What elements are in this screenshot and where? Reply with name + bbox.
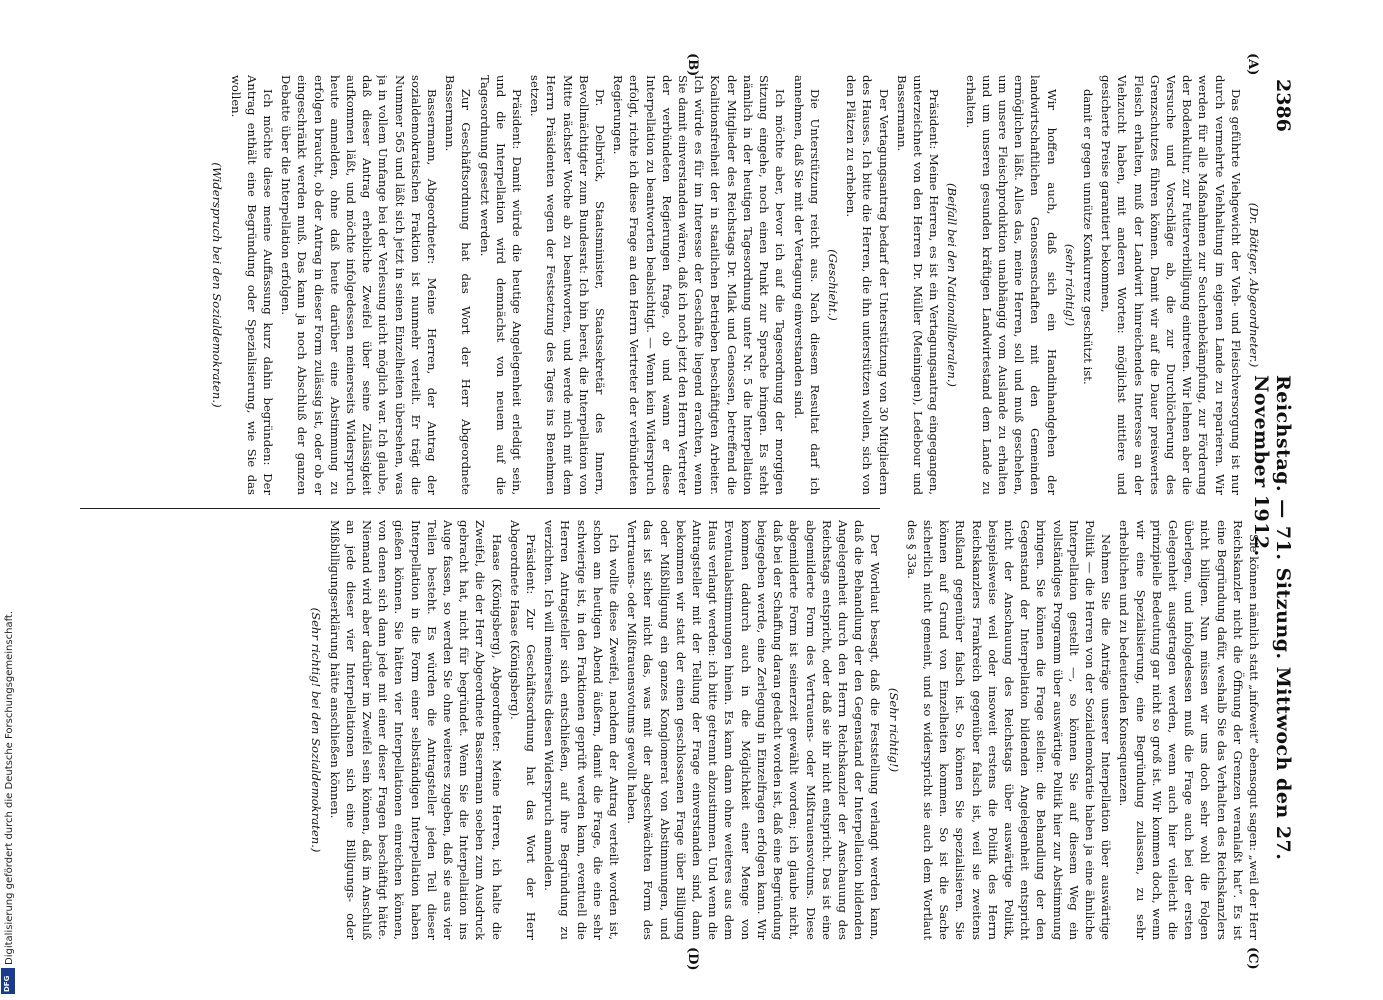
page-title: Reichstag. — 71. Sitzung. Mittwoch den 27. November 1912.: [1250, 375, 1294, 861]
paragraph: Der Vertagungsantrag bedarf der Unterstützung von 30 Mitgliedern des Hauses. Ich bitte die Herren, die ihn unterstützen wollen, sich von den Plätzen zu erheben.: [844, 75, 891, 495]
margin-marker-d: (D): [685, 947, 700, 971]
paragraph: (Widerspruch bei den Sozialdemokraten.): [210, 162, 225, 408]
paragraph: Die Unterstützung reicht aus. Nach diesem Resultat darf ich annehmen, daß Sie mit der Vertagung einverstanden sind.: [791, 75, 822, 495]
paragraph: Bassermann, Abgeordneter: Meine Herren, der Antrag der sozialdemokratischen Fraktion ist nunmehr verteilt. Er trägt die Nummer 565 und läßt sich jetzt in seinen Einzelheiten übersehen, was ja in vollem Umfange bei der Verlesung nicht möglich war. Ich glaube, daß dieser Antrag erhebliche Zweifel über seine Zulässigkeit aufkommen läßt, und möchte infolgedessen meinerseits Widerspruch heute anmelden, ohne daß heute darüber eine Abstimmung zu erfolgen braucht, ob der Antrag in dieser Form zulässig ist, oder ob er eingeschränkt werden muß. Das kann ja noch Abschluß der ganzen Debatte über die Interpellation erfolgen.: [279, 75, 440, 495]
margin-marker-c: (C): [1245, 947, 1260, 970]
paragraph: Wir hoffen auch, daß sich ein Handinhandgehen der landwirtschaftlichen Genossenschaften mit den Gemeinden ermöglichen läßt. Alles das, meine Herren, soll und muß geschehen, um unsere Fleischproduktion unabhängig vom Auslande zu erhalten und um unseren gesunden kräftigen Landwirtestand dem Lande zu erhalten.: [963, 75, 1059, 495]
paragraph: (Beifall bei den Nationalliberalen.): [945, 183, 960, 387]
paragraph: Präsident: Damit würde die heutige Angelegenheit erledigt sein, und die Interpellation wird demnächst von neuem auf die Tagesordnung gesetzt werden.: [477, 75, 525, 495]
dfg-logo-text: DFG: [3, 975, 11, 992]
digitization-credit: [4, 605, 18, 965]
right-column: [62, 520, 1262, 940]
paragraph: Ich möchte diese meine Auffassung kurz dahin begründen: Der Antrag enthält eine Begründung oder Spezialisierung, wie Sie das wollen.: [228, 75, 276, 495]
paragraph: Ich möchte aber, bevor ich auf die Tagesordnung der morgigen Sitzung eingehe, noch einen Punkt zur Sprache bringen. Es steht nämlich in der heutigen Tagesordnung unter Nr. 5 die Interpellation der Mitglieder des Reichstags Dr. Mlak und Genossen, betreffend die Koalitionsfreiheit der in staatlichen Betrieben beschäftigten Arbeiter. Ich würde es für im Interesse der Geschäfte liegend erachten, wenn Sie damit einverstanden wären, daß ich noch jetzt den Herrn Vertreter der verbündeten Regierungen frage, ob und wann er diese Interpellation zu beantworten beabsichtigt. — Wenn kein Widerspruch erfolgt, richte ich diese Frage an den Herrn Vertreter der verbündeten Regierungen.: [611, 75, 788, 495]
paragraph: Ich wollte diese Zweifel, nachdem der Antrag verteilt worden ist, schon am heutigen Abend äußern, damit die Frage, die eine sehr schwierige ist, in den Fraktionen geprüft werden kann, eventuell die Herren Antragsteller sich entschließen, auf ihre Begründung zu verzichten. Ich will meinerseits diesen Widerspruch anmelden.: [542, 520, 622, 940]
paragraph: (Geschieht.): [825, 249, 840, 321]
paragraph: Sie können nämlich statt „infoweit“ ebensogut sagen: „weil der Herr Reichskanzler nicht die Öffnung der Grenzen veranlaßt hat“. Es ist eine Begründung dafür, weshalb Sie das Verhalten des Reichskanzlers nicht billigen. Nun müssen wir uns doch sehr wohl die Folgen überlegen, und infolgedessen muß die Frage auch bei der ersten Gelegenheit ausgetragen werden, wenn auch hier vielleicht die prinzipielle Bedeutung gar nicht so groß ist. Wir kommen doch, wenn wir eine Spezialisierung, eine Begründung zulassen, zu sehr erheblichen und zu bedeutenden Konsequenzen.: [1117, 520, 1261, 940]
rotated-newspaper-page: [70, 53, 1300, 971]
paragraph: (Dr. Böttger, Abgeordneter.): [1247, 202, 1261, 368]
paragraph: Zur Geschäftsordnung hat das Wort der Herr Abgeordnete Bassermann.: [443, 75, 474, 495]
paragraph: Das geführte Viehgewicht der Vieh- und Fleischversorgung ist nur durch vermehrte Viehhaltung im eigenen Lande zu reparieren. Wir werden für alle Maßnahmen zur Seuchenbekämpfung, zur Förderung der Bodenkultur, zur Futterverbilligung eintreten. Wir lehnen aber die Versuche und Vorschläge ab, die zur Durchlöcherung des Grenzschutzes führen können. Damit wir auf die Dauer preiswertes Fleisch erhalten, muß der Landwirt hinreichendes Interesse an der Viehzucht haben, mit anderen Worten: möglichst mittlere und gesicherte Preise garantiert bekommen,: [1099, 75, 1243, 495]
left-column: [62, 75, 1262, 495]
paragraph: Präsident: Meine Herren, es ist ein Vertagungsantrag eingegangen, unterzeichnet von den Herren Dr. Müller (Meiningen), Ledebour und Bassermann.: [894, 75, 942, 495]
page-number: 2386: [1272, 79, 1294, 132]
paragraph: Dr. Delbrück, Staatsminister, Staatssekretär des Innern, Bevollmächtigter zum Bundesrat: Ich bin bereit, die Interpellation von Mitte nächster Woche ab zu beantworten, und werde mich mit dem Herrn Präsidenten wegen der Festsetzung des Tages ins Benehmen setzen.: [528, 75, 608, 495]
paragraph: damit er gegen unnütze Konkurrenz geschützt ist.: [1080, 89, 1095, 385]
column-divider: [80, 508, 880, 509]
dfg-logo: [1, 968, 15, 994]
margin-marker-a: (A): [1245, 53, 1260, 76]
margin-marker-b: (B): [685, 53, 700, 77]
paragraph: (sehr richtig!): [1062, 243, 1077, 327]
paragraph: Nehmen Sie die Anträge unserer Interpellation über auswärtige Politik — die Herren von der Sozialdemokratie haben ja eine ähnliche Interpellation gestellt —, so können Sie auf diesem Weg ein vollständiges Programm über auswärtige Politik hier zur Abstimmung bringen. Sie können die Frage stellen: die Behandlung der den Gegenstand der Interpellation bildenden Angelegenheit entspricht nicht der Anschauung des Reichstags über auswärtige Politik, beispielsweise weil oder insoweit erstens die Politik des Herrn Reichskanzlers Frankreich gegenüber falsch ist, weil sie zweitens Rußland gegenüber falsch ist. So können Sie spezialisieren. Sie können auf Grund von Einzelheiten kommen. So ist die Sache sicherlich nicht gemeint, und so widerspricht sie auch dem Wortlaut des § 33a.: [904, 520, 1114, 940]
digitization-credit-text: Digitalisierung gefördert durch die Deutsche Forschungsgemeinschaft.: [4, 610, 15, 965]
paragraph: (Sehr richtig!): [886, 687, 901, 773]
paragraph: (Sehr richtig! bei den Sozialdemokraten.): [309, 607, 324, 853]
paragraph: Präsident: Zur Geschäftsordnung hat das Wort der Herr Abgeordnete Haase (Königsberg).: [507, 520, 539, 940]
paragraph: Haase (Königsberg), Abgeordneter: Meine Herren, ich halte die Zweifel, die der Herr Abgeordnete Bassermann soeben zum Ausdruck gebracht hat, nicht für begründet. Wenn Sie die Interpellation ins Auge fassen, so werden Sie ohne weiteres zugeben, daß sie aus vier Teilen besteht. Es würden die Antragsteller jeden Teil dieser Interpellation in die Form einer selbständigen Interpellation haben gießen können. Sie hätten vier Interpellationen einreichen können, von denen sich dann jede mit einer dieser Fragen beschäftigt hätte. Niemand wird aber darüber im Zweifel sein können, daß im Anschluß an jede dieser vier Interpellationen sich eine Billigungs- oder Mißbilligungserklärung hätte anschließen können.: [327, 520, 504, 940]
paragraph: Der Wortlaut besagt, daß die Feststellung verlangt werden kann, daß die Behandlung der den Gegenstand der Interpellation bildenden Angelegenheit durch den Herrn Reichskanzler der Anschauung des Reichstags entspricht, oder daß sie ihr nicht entspricht. Das ist eine abgemilderte Form des Vertrauens- oder Mißtrauensvotums. Diese abgemilderte Form ist seinerzeit gewählt worden; ich glaube nicht, daß bei der Schaffung daran gedacht worden ist, daß eine Begründung beigegeben werde, eine Zerlegung in Einzelfragen erfolgen kann. Wir kommen dadurch auch in die Möglichkeit einer Menge von Eventualabstimmungen hinein. Es kann dann ohne weiteres aus dem Haus verlangt werden: ich bitte getrennt abzustimmen. Und wenn die Antragsteller mit der Teilung der Frage einverstanden sind, dann bekommen wir statt der einen geschlossenen Frage über Billigung oder Mißbilligung ein ganzes Konglomerat von Abstimmungen, und das ist sicher nicht das, was mit der abgeschwächten Form des Vertrauens- oder Mißtrauensvotums gewollt haben.: [625, 520, 883, 940]
